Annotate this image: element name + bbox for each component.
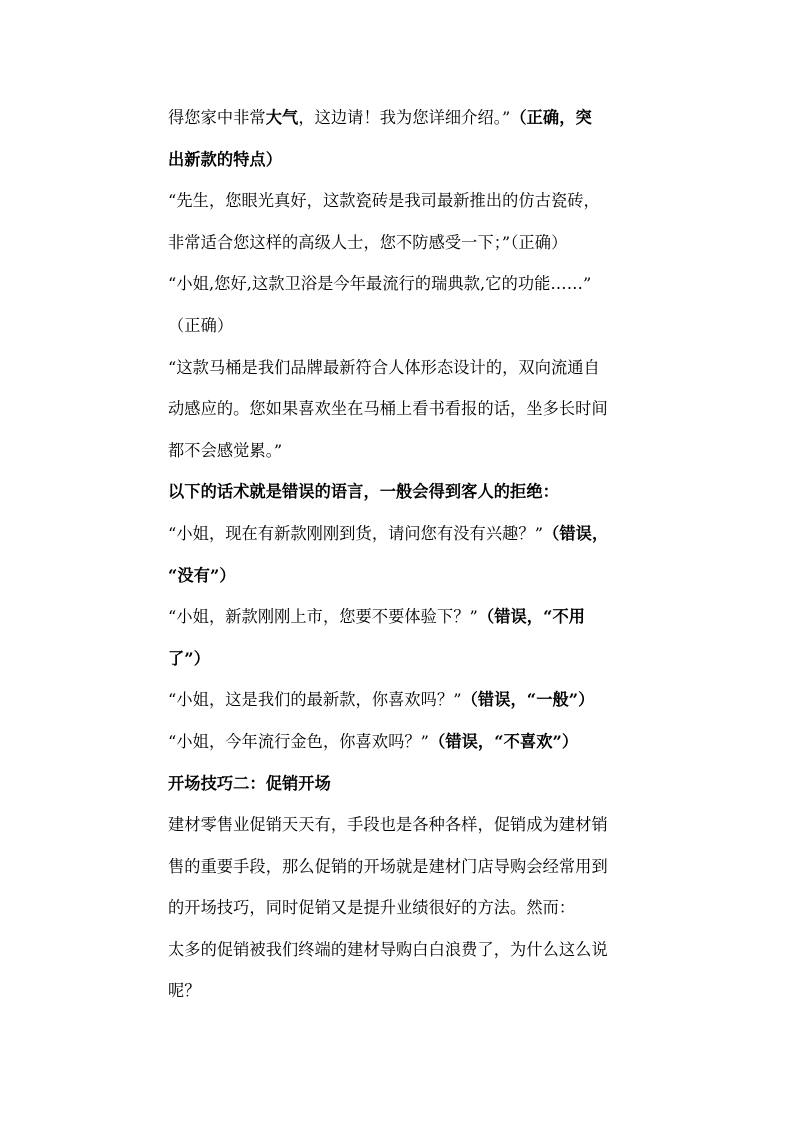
text-segment: “小姐，现在有新款刚刚到货，请问您有没有兴趣？” (168, 523, 544, 543)
text-line (168, 596, 668, 638)
text-segment: 动感应的。您如果喜欢坐在马桶上看书看报的话，坐多长时间 (168, 399, 608, 419)
bold-text-segment: 大气 (265, 108, 299, 127)
bold-text-segment: 以下的话术就是错误的语言，一般会得到客人的拒绝： (168, 482, 559, 502)
text-segment: 太多的促销被我们终端的建材导购白白浪费了，为什么这么说 (168, 939, 608, 959)
bold-text-segment: 开场技巧二：促销开场 (168, 773, 331, 793)
text-line (168, 97, 668, 139)
text-segment: “小姐,您好,这款卫浴是今年最流行的瑞典款,它的功能……” (168, 274, 592, 294)
text-line (168, 929, 668, 971)
text-line (168, 970, 668, 1012)
text-segment: “先生，您眼光真好，这款瓷砖是我司最新推出的仿古瓷砖， (168, 191, 600, 211)
text-line (168, 513, 668, 555)
text-line (168, 846, 668, 888)
document-body (168, 97, 668, 1012)
text-segment: “小姐，新款刚刚上市，您要不要体验下？” (168, 607, 478, 627)
text-line (168, 305, 668, 347)
text-segment: “小姐，今年流行金色，你喜欢吗？” (168, 731, 430, 751)
bold-text-segment: 出新款的特点） (168, 149, 283, 169)
bold-text-segment: （错误，“一般”） (461, 690, 595, 710)
text-line (168, 763, 668, 805)
text-line (168, 430, 668, 472)
text-line (168, 887, 668, 929)
text-line (168, 222, 668, 264)
text-segment: 非常适合您这样的高级人士，您不防感受一下；”（正确） (168, 232, 568, 252)
text-segment: 建材零售业促销天天有，手段也是各种各样，促销成为建材销 (168, 815, 608, 835)
text-segment: 都不会感觉累。” (168, 440, 283, 460)
text-segment: 得您家中非常 (168, 108, 266, 127)
text-line (168, 180, 668, 222)
bold-text-segment: （错误，“不用 (477, 607, 586, 627)
bold-text-segment: （错误， (543, 523, 609, 543)
text-line (168, 347, 668, 389)
text-segment: （正确） (168, 315, 234, 335)
text-segment: ，这边请！我为您详细介绍。” (298, 108, 511, 127)
text-line (168, 263, 668, 305)
bold-text-segment: “没有”） (168, 565, 236, 585)
text-line (168, 804, 668, 846)
text-line (168, 721, 668, 763)
text-line (168, 638, 668, 680)
text-segment: 售的重要手段，那么促销的开场就是建材门店导购会经常用到 (168, 856, 608, 876)
text-line (168, 471, 668, 513)
text-segment: 的开场技巧，同时促销又是提升业绩很好的方法。然而： (168, 898, 576, 918)
text-segment: 呢？ (168, 981, 201, 1001)
text-line (168, 139, 668, 181)
bold-text-segment: 了”） (168, 648, 210, 668)
text-segment: “小姐，这是我们的最新款，你喜欢吗？” (168, 690, 462, 710)
text-line (168, 555, 668, 597)
text-segment: “这款马桶是我们品牌最新符合人体形态设计的，双向流通自 (168, 357, 600, 377)
bold-text-segment: （正确，突 (510, 108, 592, 127)
bold-text-segment: （错误，“不喜欢”） (429, 731, 579, 751)
text-line (168, 679, 668, 721)
text-line (168, 388, 668, 430)
